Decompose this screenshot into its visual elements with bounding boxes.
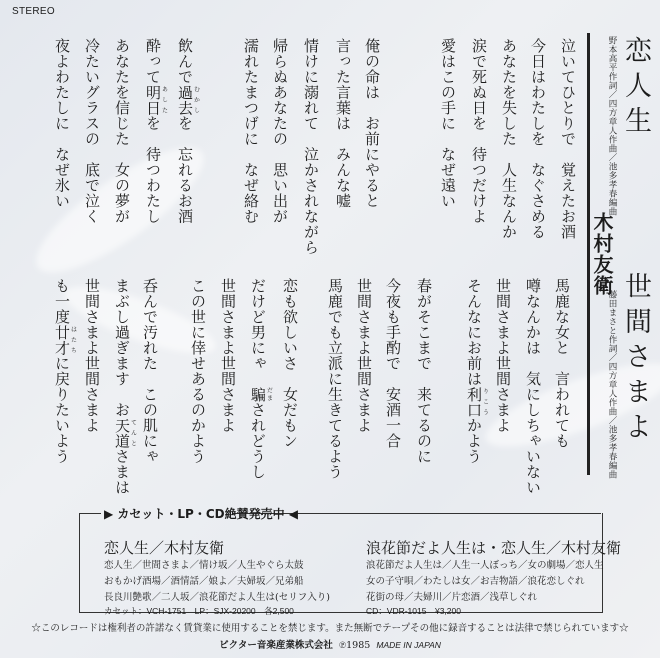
lyric-line: 冷たいグラスの 底で泣く [83, 38, 101, 224]
lyric-line: あなたを信じた 女の夢が [113, 38, 131, 224]
lyric-line: 濡れたまつげに なぜ絡む [242, 38, 260, 224]
promo-box-border [79, 513, 101, 514]
lyric-line: 酔って明日あしたを 待つわたし [144, 38, 168, 224]
song-credit-1: 野本高平作詞／四方章人作曲／池多孝春編曲 [607, 36, 617, 216]
lyric-line: 涙で死ぬ日を 待つだけよ [470, 38, 488, 224]
lyric-line: 呑んで汚れた この肌にゃ [141, 278, 159, 464]
album-title: 恋人生／木村友衛 [104, 539, 225, 557]
copyright-notice: ☆このレコードは権利者の許諾なく賃貸業に使用することを禁じます。また無断でテープその他に録音することは法律で禁じられています☆ [31, 623, 629, 634]
lyric-line: まぶし過ぎます お天道てんとさまは [113, 278, 137, 495]
lyric-line: 世間さまよ世間さまよ [219, 278, 237, 433]
lyric-line: そんなにお前は利口りこうかよう [465, 278, 489, 464]
song-title-2: 世間さまよ [620, 272, 651, 447]
lyric-line: だけど男にゃ 騙だまされどうし [249, 278, 273, 480]
stereo-label: STEREO [12, 6, 55, 17]
lyric-line: 今日はわたしを なぐさめる [529, 38, 547, 240]
lyric-line: 馬鹿な女と 言われても [553, 278, 571, 449]
song-credit-2: 藤田まさと作詞／四方章人作曲／池多孝春編曲 [607, 290, 617, 479]
promo-banner: ▶ カセット・LP・CD絶賛発売中 ◀ [104, 507, 299, 521]
album-tracks: 恋人生／世間さまよ／情け坂／人生やぐら太鼓 [104, 560, 304, 571]
album-code: カセット：VCH-1751 LP：SJX-20200 各2,500 [104, 606, 294, 616]
lyric-line: 春がそこまで 来てるのに [415, 278, 433, 464]
lyric-line: 帰らぬあなたの 思い出が [271, 38, 289, 224]
lyric-line: も一度廿才はたちに戻りたいよう [53, 278, 77, 464]
album-tracks: 花街の母／夫婦川／片恋酒／浅草しぐれ [366, 592, 538, 603]
company-line [0, 637, 660, 651]
lyric-line: 世間さまよ世間さまよ [355, 278, 373, 433]
company-name: ビクター音楽産業株式会社 [219, 640, 333, 651]
lyric-line: 俺の命は お前にやると [363, 38, 381, 209]
lyric-line: 愛はこの手に なぜ遠い [439, 38, 457, 209]
lyric-line: 世間さまよ世間さまよ [83, 278, 101, 433]
copyright-year: ℗1985 [338, 640, 371, 651]
album-1 [104, 537, 330, 617]
lyric-line: 世間さまよ世間さまよ [494, 278, 512, 433]
album-2 [366, 537, 621, 617]
lyric-line: 言った言葉は みんな嘘 [334, 38, 352, 209]
lyric-line: この世に倖せあるのかよう [189, 278, 207, 464]
lyric-line: 噂なんかは 気にしちゃいない [524, 278, 542, 495]
album-tracks: 女の子守唄／わたしは女／お吉物語／浪花恋しぐれ [366, 576, 585, 587]
album-code: CD：VDR-1015 ¥3,200 [366, 606, 461, 616]
artist-name: 木村友衛 [590, 212, 614, 296]
lyric-line: 馬鹿でも立派に生きてるよう [326, 278, 344, 480]
lyric-line: 泣いてひとりで 覚えたお酒 [559, 38, 577, 240]
lyric-line: 夜よわたしに なぜ氷い [53, 38, 71, 209]
lyric-line: 今夜も手酌で 安酒一合 [384, 278, 402, 449]
album-tracks: おもかげ酒場／酒情話／娘よ／夫婦坂／兄弟船 [104, 576, 304, 587]
lyric-line: 飲んで過去むかしを 忘れるお酒 [176, 38, 200, 224]
album-title: 浪花節だよ人生は・恋人生／木村友衛 [366, 539, 622, 557]
lyric-line: 恋も欲しいさ 女だもン [281, 278, 299, 449]
lyric-line: あなたを失した 人生なんか [500, 38, 518, 240]
song-title-1: 恋人生 [620, 36, 651, 141]
lyric-line: 情けに溺れて 泣かされながら [302, 38, 320, 255]
album-tracks: 長良川艶歌／二人坂／浪花節だよ人生は(セリフ入り) [104, 592, 330, 603]
album-tracks: 浪花節だよ人生は／人生一人ぼっち／女の劇場／恋人生 [366, 560, 604, 571]
made-in: MADE IN JAPAN [376, 640, 441, 650]
